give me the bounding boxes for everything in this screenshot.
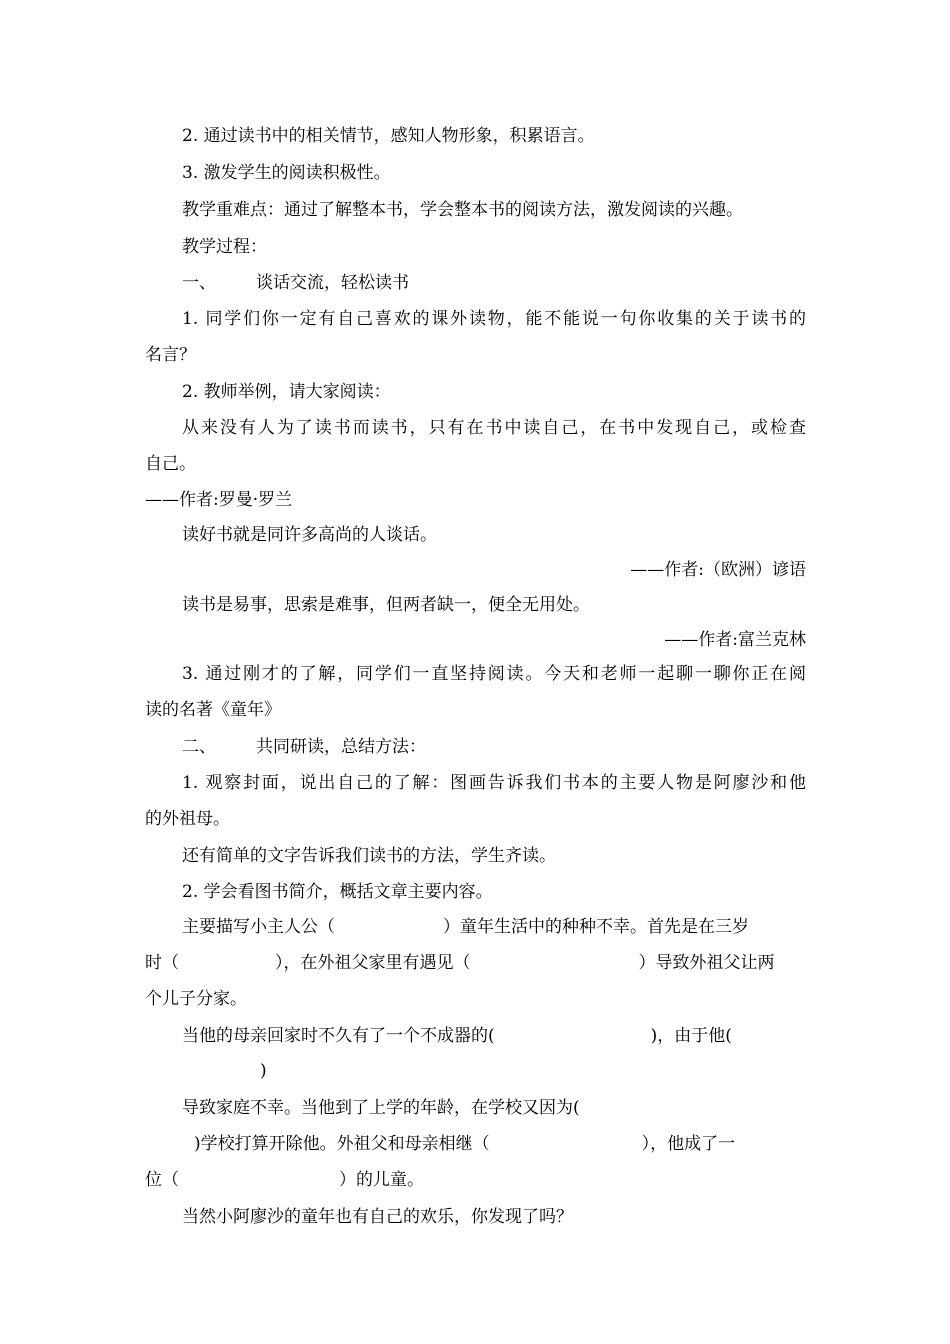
fill-in-line <box>182 1059 267 1083</box>
quote-attribution: ——作者:富兰克林 <box>664 630 806 650</box>
paragraph-line: 2. 学会看图书简介，概括文章主要内容。 <box>182 882 493 902</box>
fill-in-text: ），在外祖父家里有遇见（ <box>275 953 471 973</box>
fill-in-text: ），他成了一 <box>641 1134 736 1154</box>
fill-in-text: ) <box>260 1061 267 1081</box>
fill-in-text: )学校打算开除他。外祖父和母亲相继（ <box>194 1134 490 1154</box>
fill-in-text: ）的儿童。 <box>339 1170 424 1190</box>
paragraph-line: 还有简单的文字告诉我们读书的方法，学生齐读。 <box>182 846 556 866</box>
objective-2: 2. 通过读书中的相关情节，感知人物形象，积累语言。 <box>182 126 595 146</box>
fill-in-line <box>145 1168 424 1192</box>
section-two-title: 共同研读，总结方法： <box>256 737 426 757</box>
section-one-title: 谈话交流，轻松读书 <box>256 273 409 293</box>
quote-line: 读书是易事，思索是难事，但两者缺一，便全无用处。 <box>182 595 590 615</box>
quote-line: 读好书就是同许多高尚的人谈话。 <box>182 525 437 545</box>
quote-attribution: ——作者:（欧洲）谚语 <box>630 560 806 580</box>
section-one-number: 一、 <box>182 273 216 293</box>
fill-in-line <box>182 915 749 939</box>
fill-in-line <box>145 951 775 975</box>
paragraph-line: 当然小阿廖沙的童年也有自己的欢乐，你发现了吗？ <box>182 1207 573 1227</box>
paragraph-line: 1. 同学们你一定有自己喜欢的课外读物，能不能说一句你收集的关于读书的 <box>182 309 806 329</box>
fill-in-line <box>182 1132 735 1156</box>
paragraph-line: 导致家庭不幸。当他到了上学的年龄，在学校又因为( <box>182 1098 580 1118</box>
fill-in-text: 主要描写小主人公（ <box>182 917 335 937</box>
fill-in-text: ）导致外祖父让两 <box>638 953 775 973</box>
fill-in-line <box>182 1024 732 1048</box>
fill-in-text: 位（ <box>145 1170 179 1190</box>
fill-in-text: 当他的母亲回家时不久有了一个不成器的( <box>182 1026 495 1046</box>
section-heading-process: 教学过程： <box>182 237 267 257</box>
quote-line: 自己。 <box>145 454 196 474</box>
quote-attribution: ——作者:罗曼·罗兰 <box>145 490 293 510</box>
paragraph-line: 的外祖母。 <box>145 809 230 829</box>
paragraph-line: 个儿子分家。 <box>145 989 247 1009</box>
paragraph-line: 1. 观察封面，说出自己的了解：图画告诉我们书本的主要人物是阿廖沙和他 <box>182 773 806 793</box>
paragraph-line: 2. 教师举例，请大家阅读： <box>182 382 391 402</box>
paragraph-line: 读的名著《童年》 <box>145 700 281 720</box>
key-difficulty: 教学重难点：通过了解整本书，学会整本书的阅读方法，激发阅读的兴趣。 <box>182 200 743 220</box>
paragraph-line: 3. 通过刚才的了解，同学们一直坚持阅读。今天和老师一起聊一聊你正在阅 <box>182 664 806 684</box>
quote-line: 从来没有人为了读书而读书，只有在书中读自己，在书中发现自己，或检查 <box>182 418 806 438</box>
section-two-heading <box>182 735 426 759</box>
section-two-number: 二、 <box>182 737 216 757</box>
fill-in-text: ）童年生活中的种种不幸。首先是在三岁 <box>443 917 749 937</box>
objective-3: 3. 激发学生的阅读积极性。 <box>182 163 391 183</box>
paragraph-line: 名言？ <box>145 345 196 365</box>
section-one-heading <box>182 271 409 295</box>
fill-in-text: 时（ <box>145 953 179 973</box>
fill-in-text: )，由于他( <box>650 1026 732 1046</box>
